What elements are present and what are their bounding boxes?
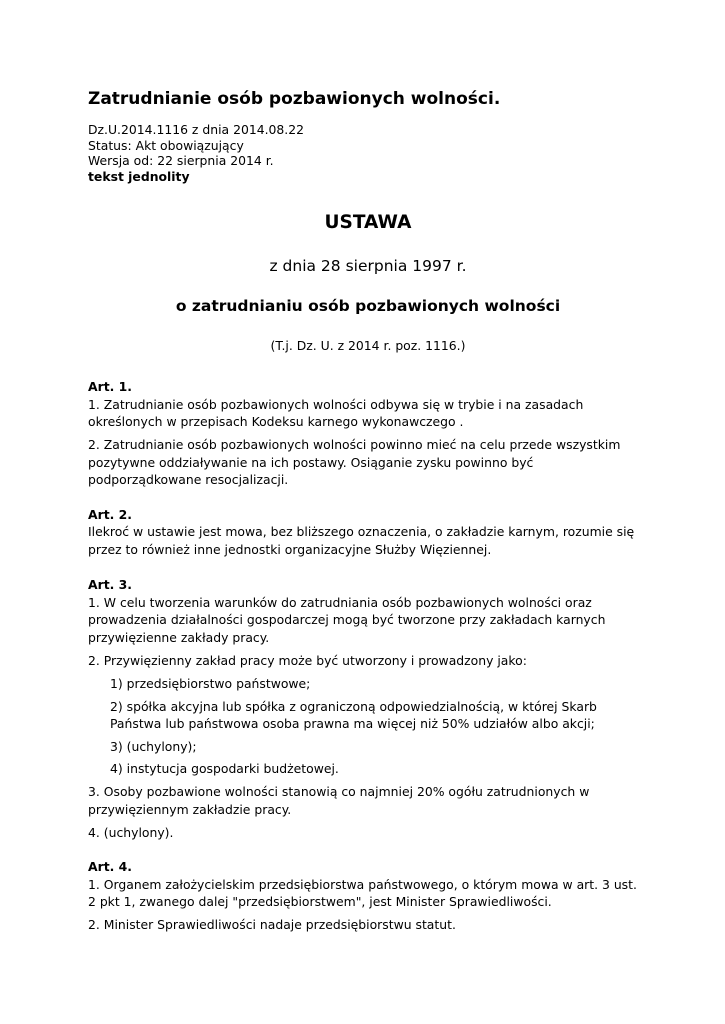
article-heading: Art. 2.: [88, 506, 132, 522]
document-metadata: [88, 122, 648, 184]
act-date: z dnia 28 sierpnia 1997 r.: [269, 257, 467, 275]
document-title: Zatrudnianie osób pozbawionych wolności.: [88, 89, 501, 109]
document-page: [88, 88, 648, 934]
article-paragraph: 1. Organem założycielskim przedsiębiorstwa państwowego, o którym mowa w art. 3 ust. 2 pkt 1, zwanego dalej "przedsiębiorstwem", jest Minister Sprawiedliwości.: [88, 876, 637, 909]
journal-reference: Dz.U.2014.1116 z dnia 2014.08.22: [88, 122, 305, 137]
legal-status: Status: Akt obowiązujący: [88, 137, 244, 153]
article-paragraph: 1. W celu tworzenia warunków do zatrudniania osób pozbawionych wolności oraz prowadzenia działalności gospodarczej mogą być tworzone przy zakładach karnych przywięzienne zakłady pracy.: [88, 594, 606, 645]
act-subject: o zatrudnianiu osób pozbawionych wolności: [175, 297, 561, 315]
article-3: [88, 576, 648, 841]
article-heading: Art. 3.: [88, 577, 132, 592]
article-paragraph: 3. Osoby pozbawione wolności stanowią co najmniej 20% ogółu zatrudnionych w przywięziennym zakładzie pracy.: [88, 784, 590, 817]
enumerated-list: [88, 675, 648, 778]
version-date: Wersja od: 22 sierpnia 2014 r.: [88, 153, 274, 168]
article-paragraph: Ilekroć w ustawie jest mowa, bez bliższego oznaczenia, o zakładzie karnym, rozumie się przez to również inne jednostki organizacyjne Służby Więziennej.: [88, 524, 635, 557]
list-item: 2) spółka akcyjna lub spółka z ograniczoną odpowiedzialnością, w której Skarb Państwa lub państwowa osoba prawna ma więcej niż 50% udziałów albo akcji;: [110, 698, 597, 731]
list-item: 3) (uchylony);: [110, 738, 197, 754]
list-item: 1) przedsiębiorstwo państwowe;: [110, 676, 311, 691]
text-type: tekst jednolity: [88, 168, 190, 184]
article-2: [88, 506, 648, 559]
article-paragraph: 2. Przywięzienny zakład pracy może być utworzony i prowadzony jako:: [88, 652, 527, 668]
article-paragraph: 2. Minister Sprawiedliwości nadaje przedsiębiorstwu statut.: [88, 917, 456, 932]
article-paragraph: 1. Zatrudnianie osób pozbawionych wolności odbywa się w trybie i na zasadach określonych w przepisach Kodeksu karnego wykonawczego .: [88, 396, 584, 429]
list-item: 4) instytucja gospodarki budżetowej.: [110, 761, 339, 776]
consolidated-reference: (T.j. Dz. U. z 2014 r. poz. 1116.): [270, 338, 466, 353]
article-4: [88, 858, 648, 934]
act-type-heading: USTAWA: [324, 212, 412, 233]
article-1: [88, 378, 648, 489]
article-heading: Art. 1.: [88, 379, 132, 394]
article-heading: Art. 4.: [88, 859, 132, 874]
article-paragraph: 2. Zatrudnianie osób pozbawionych wolności powinno mieć na celu przede wszystkim pozytywne oddziaływanie na ich postawy. Osiąganie zysku powinno być podporządkowane resocjalizacji.: [88, 437, 621, 487]
article-paragraph: 4. (uchylony).: [88, 824, 174, 840]
